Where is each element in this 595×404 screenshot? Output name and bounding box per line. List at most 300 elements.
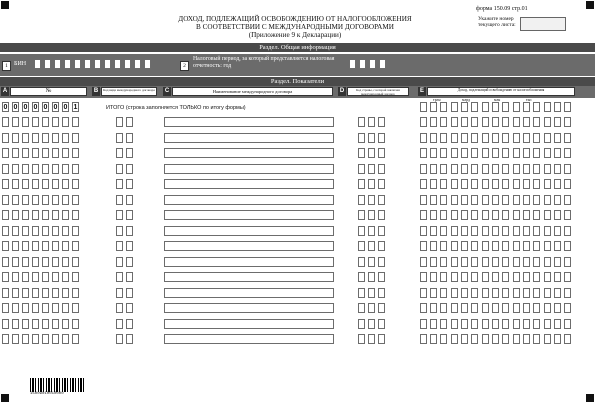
row-number-digit[interactable]: [42, 334, 49, 344]
income-digit-field[interactable]: [471, 226, 478, 236]
income-digit-field[interactable]: [451, 164, 458, 174]
income-digit-field[interactable]: [502, 288, 509, 298]
country-code-digit[interactable]: [378, 148, 385, 158]
row-number-digit[interactable]: [62, 164, 69, 174]
income-digit-field[interactable]: [492, 226, 499, 236]
row-number-digit[interactable]: [42, 210, 49, 220]
country-code-digit[interactable]: [368, 303, 375, 313]
row-number-digit[interactable]: [52, 195, 59, 205]
income-digit-field[interactable]: [502, 303, 509, 313]
income-digit-field[interactable]: [451, 102, 458, 112]
row-number-digit[interactable]: [62, 179, 69, 189]
treaty-type-digit[interactable]: [116, 303, 123, 313]
income-digit-field[interactable]: [420, 272, 427, 282]
row-number-digit[interactable]: [52, 257, 59, 267]
income-digit-field[interactable]: [430, 257, 437, 267]
row-number-digit[interactable]: [52, 117, 59, 127]
income-digit-field[interactable]: [554, 334, 561, 344]
income-digit-field[interactable]: [564, 102, 571, 112]
income-digit-field[interactable]: [554, 195, 561, 205]
income-digit-field[interactable]: [533, 133, 540, 143]
income-digit-field[interactable]: [523, 102, 530, 112]
treaty-type-digit[interactable]: [126, 148, 133, 158]
row-number-digit[interactable]: [22, 303, 29, 313]
income-digit-field[interactable]: [502, 226, 509, 236]
income-digit-field[interactable]: [554, 102, 561, 112]
income-digit-field[interactable]: [430, 102, 437, 112]
income-digit-field[interactable]: [564, 272, 571, 282]
income-digit-field[interactable]: [482, 102, 489, 112]
income-digit-field[interactable]: [564, 148, 571, 158]
income-digit-field[interactable]: [451, 210, 458, 220]
income-digit-field[interactable]: [451, 241, 458, 251]
income-digit-field[interactable]: [451, 117, 458, 127]
income-digit-field[interactable]: [564, 133, 571, 143]
country-code-digit[interactable]: [378, 241, 385, 251]
income-digit-field[interactable]: [461, 226, 468, 236]
income-digit-field[interactable]: [533, 164, 540, 174]
row-number-digit[interactable]: [12, 319, 19, 329]
income-digit-field[interactable]: [451, 303, 458, 313]
income-digit-field[interactable]: [544, 148, 551, 158]
income-digit-field[interactable]: [471, 133, 478, 143]
row-number-digit[interactable]: [42, 133, 49, 143]
bin-digit-field[interactable]: [44, 59, 51, 69]
row-number-digit[interactable]: [72, 334, 79, 344]
income-digit-field[interactable]: [533, 102, 540, 112]
income-digit-field[interactable]: [554, 303, 561, 313]
income-digit-field[interactable]: [482, 148, 489, 158]
row-number-digit[interactable]: [52, 319, 59, 329]
income-digit-field[interactable]: [451, 195, 458, 205]
row-number-digit[interactable]: [32, 272, 39, 282]
treaty-name-field[interactable]: [164, 241, 334, 251]
row-number-digit[interactable]: [42, 257, 49, 267]
income-digit-field[interactable]: [523, 334, 530, 344]
country-code-digit[interactable]: [358, 226, 365, 236]
income-digit-field[interactable]: [554, 117, 561, 127]
income-digit-field[interactable]: [513, 133, 520, 143]
income-digit-field[interactable]: [533, 288, 540, 298]
bin-digit-field[interactable]: [54, 59, 61, 69]
income-digit-field[interactable]: [420, 257, 427, 267]
row-number-digit[interactable]: [62, 334, 69, 344]
income-digit-field[interactable]: [420, 179, 427, 189]
income-digit-field[interactable]: [492, 241, 499, 251]
income-digit-field[interactable]: [523, 179, 530, 189]
income-digit-field[interactable]: [420, 102, 427, 112]
income-digit-field[interactable]: [554, 257, 561, 267]
income-digit-field[interactable]: [544, 334, 551, 344]
row-number-digit[interactable]: [72, 179, 79, 189]
income-digit-field[interactable]: [523, 117, 530, 127]
treaty-type-digit[interactable]: [126, 288, 133, 298]
income-digit-field[interactable]: [451, 334, 458, 344]
income-digit-field[interactable]: [471, 117, 478, 127]
income-digit-field[interactable]: [513, 272, 520, 282]
row-number-digit[interactable]: [32, 303, 39, 313]
row-number-digit[interactable]: [32, 148, 39, 158]
country-code-digit[interactable]: [378, 210, 385, 220]
country-code-digit[interactable]: [368, 210, 375, 220]
income-digit-field[interactable]: [492, 117, 499, 127]
treaty-type-digit[interactable]: [126, 117, 133, 127]
bin-digit-field[interactable]: [104, 59, 111, 69]
country-code-digit[interactable]: [358, 117, 365, 127]
income-digit-field[interactable]: [461, 303, 468, 313]
bin-digit-field[interactable]: [84, 59, 91, 69]
income-digit-field[interactable]: [430, 179, 437, 189]
income-digit-field[interactable]: [523, 148, 530, 158]
income-digit-field[interactable]: [533, 303, 540, 313]
income-digit-field[interactable]: [544, 303, 551, 313]
row-number-digit[interactable]: [52, 164, 59, 174]
year-digit-field[interactable]: [369, 59, 376, 69]
income-digit-field[interactable]: [430, 319, 437, 329]
row-number-digit[interactable]: [22, 210, 29, 220]
row-number-digit[interactable]: [72, 195, 79, 205]
treaty-type-digit[interactable]: [126, 303, 133, 313]
income-digit-field[interactable]: [554, 133, 561, 143]
income-digit-field[interactable]: [430, 241, 437, 251]
income-digit-field[interactable]: [440, 319, 447, 329]
row-number-digit[interactable]: [12, 195, 19, 205]
row-number-digit[interactable]: [72, 257, 79, 267]
income-digit-field[interactable]: [440, 226, 447, 236]
country-code-digit[interactable]: [358, 303, 365, 313]
row-number-digit[interactable]: [32, 288, 39, 298]
income-digit-field[interactable]: [533, 195, 540, 205]
income-digit-field[interactable]: [451, 288, 458, 298]
income-digit-field[interactable]: [420, 117, 427, 127]
row-number-digit[interactable]: 0: [43, 104, 48, 111]
row-number-digit[interactable]: [2, 257, 9, 267]
income-digit-field[interactable]: [513, 334, 520, 344]
treaty-type-digit[interactable]: [126, 272, 133, 282]
income-digit-field[interactable]: [502, 257, 509, 267]
income-digit-field[interactable]: [544, 272, 551, 282]
country-code-digit[interactable]: [358, 272, 365, 282]
income-digit-field[interactable]: [440, 334, 447, 344]
income-digit-field[interactable]: [471, 241, 478, 251]
income-digit-field[interactable]: [471, 210, 478, 220]
row-number-digit[interactable]: [52, 148, 59, 158]
income-digit-field[interactable]: [533, 117, 540, 127]
treaty-type-digit[interactable]: [126, 241, 133, 251]
income-digit-field[interactable]: [502, 164, 509, 174]
income-digit-field[interactable]: [482, 195, 489, 205]
income-digit-field[interactable]: [492, 319, 499, 329]
treaty-type-digit[interactable]: [116, 133, 123, 143]
income-digit-field[interactable]: [544, 257, 551, 267]
income-digit-field[interactable]: [523, 272, 530, 282]
bin-digit-field[interactable]: [74, 59, 81, 69]
treaty-type-digit[interactable]: [126, 179, 133, 189]
row-number-digit[interactable]: [72, 117, 79, 127]
income-digit-field[interactable]: [430, 226, 437, 236]
income-digit-field[interactable]: [554, 241, 561, 251]
income-digit-field[interactable]: [492, 210, 499, 220]
row-number-digit[interactable]: [2, 319, 9, 329]
row-number-digit[interactable]: [12, 257, 19, 267]
bin-digit-field[interactable]: [64, 59, 71, 69]
country-code-digit[interactable]: [368, 226, 375, 236]
treaty-name-field[interactable]: [164, 272, 334, 282]
row-number-digit[interactable]: [42, 117, 49, 127]
row-number-digit[interactable]: [12, 303, 19, 313]
treaty-name-field[interactable]: [164, 288, 334, 298]
income-digit-field[interactable]: [482, 179, 489, 189]
income-digit-field[interactable]: [502, 319, 509, 329]
row-number-digit[interactable]: [22, 288, 29, 298]
country-code-digit[interactable]: [368, 241, 375, 251]
row-number-digit[interactable]: [12, 226, 19, 236]
row-number-digit[interactable]: [2, 195, 9, 205]
income-digit-field[interactable]: [430, 303, 437, 313]
income-digit-field[interactable]: [430, 195, 437, 205]
income-digit-field[interactable]: [451, 148, 458, 158]
income-digit-field[interactable]: [492, 334, 499, 344]
income-digit-field[interactable]: [482, 164, 489, 174]
treaty-type-digit[interactable]: [126, 226, 133, 236]
income-digit-field[interactable]: [513, 319, 520, 329]
treaty-type-digit[interactable]: [116, 257, 123, 267]
income-digit-field[interactable]: [420, 133, 427, 143]
row-number-digit[interactable]: [62, 226, 69, 236]
row-number-digit[interactable]: [22, 164, 29, 174]
row-number-digit[interactable]: [22, 226, 29, 236]
row-number-digit[interactable]: [32, 241, 39, 251]
row-number-digit[interactable]: [62, 210, 69, 220]
income-digit-field[interactable]: [492, 179, 499, 189]
treaty-type-digit[interactable]: [116, 226, 123, 236]
income-digit-field[interactable]: [440, 102, 447, 112]
income-digit-field[interactable]: [492, 288, 499, 298]
bin-digit-field[interactable]: [34, 59, 41, 69]
country-code-digit[interactable]: [358, 210, 365, 220]
income-digit-field[interactable]: [513, 226, 520, 236]
income-digit-field[interactable]: [533, 210, 540, 220]
income-digit-field[interactable]: [440, 272, 447, 282]
row-number-digit[interactable]: [42, 319, 49, 329]
income-digit-field[interactable]: [440, 241, 447, 251]
income-digit-field[interactable]: [502, 210, 509, 220]
country-code-digit[interactable]: [378, 257, 385, 267]
country-code-digit[interactable]: [378, 288, 385, 298]
row-number-digit[interactable]: [72, 133, 79, 143]
income-digit-field[interactable]: [513, 179, 520, 189]
treaty-name-field[interactable]: [164, 133, 334, 143]
row-number-digit[interactable]: [42, 179, 49, 189]
treaty-name-field[interactable]: [164, 257, 334, 267]
row-number-digit[interactable]: [2, 241, 9, 251]
row-number-digit[interactable]: [72, 210, 79, 220]
row-number-digit[interactable]: [32, 179, 39, 189]
country-code-digit[interactable]: [358, 148, 365, 158]
income-digit-field[interactable]: [523, 210, 530, 220]
row-number-digit[interactable]: [52, 226, 59, 236]
income-digit-field[interactable]: [461, 257, 468, 267]
income-digit-field[interactable]: [430, 210, 437, 220]
treaty-type-digit[interactable]: [116, 319, 123, 329]
income-digit-field[interactable]: [564, 117, 571, 127]
income-digit-field[interactable]: [523, 133, 530, 143]
income-digit-field[interactable]: [492, 195, 499, 205]
country-code-digit[interactable]: [378, 272, 385, 282]
income-digit-field[interactable]: [492, 257, 499, 267]
income-digit-field[interactable]: [523, 195, 530, 205]
row-number-digit[interactable]: [12, 117, 19, 127]
income-digit-field[interactable]: [451, 226, 458, 236]
income-digit-field[interactable]: [440, 179, 447, 189]
income-digit-field[interactable]: [461, 164, 468, 174]
treaty-type-digit[interactable]: [116, 164, 123, 174]
country-code-digit[interactable]: [358, 133, 365, 143]
income-digit-field[interactable]: [471, 164, 478, 174]
row-number-digit[interactable]: [2, 210, 9, 220]
country-code-digit[interactable]: [378, 226, 385, 236]
row-number-digit[interactable]: [12, 241, 19, 251]
income-digit-field[interactable]: [451, 179, 458, 189]
row-number-digit[interactable]: [32, 257, 39, 267]
income-digit-field[interactable]: [544, 210, 551, 220]
income-digit-field[interactable]: [440, 164, 447, 174]
income-digit-field[interactable]: [420, 226, 427, 236]
row-number-digit[interactable]: [62, 195, 69, 205]
income-digit-field[interactable]: [482, 210, 489, 220]
year-digit-field[interactable]: [349, 59, 356, 69]
row-number-digit[interactable]: [22, 272, 29, 282]
income-digit-field[interactable]: [451, 133, 458, 143]
country-code-digit[interactable]: [368, 117, 375, 127]
row-number-digit[interactable]: [12, 334, 19, 344]
country-code-digit[interactable]: [378, 303, 385, 313]
income-digit-field[interactable]: [440, 210, 447, 220]
row-number-digit[interactable]: [42, 148, 49, 158]
row-number-digit[interactable]: [52, 210, 59, 220]
income-digit-field[interactable]: [451, 257, 458, 267]
income-digit-field[interactable]: [461, 319, 468, 329]
row-number-digit[interactable]: [22, 148, 29, 158]
row-number-digit[interactable]: [12, 210, 19, 220]
income-digit-field[interactable]: [430, 164, 437, 174]
income-digit-field[interactable]: [564, 164, 571, 174]
row-number-digit[interactable]: [12, 133, 19, 143]
income-digit-field[interactable]: [502, 117, 509, 127]
treaty-name-field[interactable]: [164, 164, 334, 174]
income-digit-field[interactable]: [554, 179, 561, 189]
row-number-digit[interactable]: [42, 303, 49, 313]
income-digit-field[interactable]: [564, 241, 571, 251]
country-code-digit[interactable]: [368, 272, 375, 282]
row-number-digit[interactable]: [32, 319, 39, 329]
income-digit-field[interactable]: [451, 319, 458, 329]
row-number-digit[interactable]: [42, 164, 49, 174]
year-digit-field[interactable]: [379, 59, 386, 69]
country-code-digit[interactable]: [368, 195, 375, 205]
country-code-digit[interactable]: [368, 164, 375, 174]
income-digit-field[interactable]: [533, 241, 540, 251]
row-number-digit[interactable]: [72, 164, 79, 174]
income-digit-field[interactable]: [564, 334, 571, 344]
row-number-digit[interactable]: [12, 179, 19, 189]
row-number-digit[interactable]: [12, 288, 19, 298]
page-number-field[interactable]: [520, 17, 566, 31]
income-digit-field[interactable]: [482, 288, 489, 298]
treaty-type-digit[interactable]: [116, 148, 123, 158]
bin-digit-field[interactable]: [144, 59, 151, 69]
income-digit-field[interactable]: [533, 179, 540, 189]
row-number-digit[interactable]: 0: [63, 104, 68, 111]
row-number-digit[interactable]: [2, 148, 9, 158]
year-digit-field[interactable]: [359, 59, 366, 69]
row-number-digit[interactable]: [42, 288, 49, 298]
row-number-digit[interactable]: [2, 334, 9, 344]
row-number-digit[interactable]: [12, 272, 19, 282]
income-digit-field[interactable]: [533, 272, 540, 282]
income-digit-field[interactable]: [430, 288, 437, 298]
row-number-digit[interactable]: [22, 179, 29, 189]
income-digit-field[interactable]: [544, 133, 551, 143]
country-code-digit[interactable]: [358, 257, 365, 267]
row-number-digit[interactable]: [22, 133, 29, 143]
treaty-type-digit[interactable]: [126, 164, 133, 174]
row-number-digit[interactable]: [72, 272, 79, 282]
income-digit-field[interactable]: [461, 210, 468, 220]
country-code-digit[interactable]: [368, 133, 375, 143]
row-number-digit[interactable]: [32, 117, 39, 127]
income-digit-field[interactable]: [513, 195, 520, 205]
income-digit-field[interactable]: [502, 148, 509, 158]
row-number-digit[interactable]: [2, 117, 9, 127]
treaty-name-field[interactable]: [164, 148, 334, 158]
row-number-digit[interactable]: [2, 164, 9, 174]
income-digit-field[interactable]: [461, 334, 468, 344]
income-digit-field[interactable]: [461, 148, 468, 158]
income-digit-field[interactable]: [482, 303, 489, 313]
treaty-type-digit[interactable]: [116, 241, 123, 251]
row-number-digit[interactable]: [52, 241, 59, 251]
income-digit-field[interactable]: [430, 148, 437, 158]
country-code-digit[interactable]: [368, 179, 375, 189]
income-digit-field[interactable]: [533, 148, 540, 158]
income-digit-field[interactable]: [471, 179, 478, 189]
row-number-digit[interactable]: [62, 241, 69, 251]
income-digit-field[interactable]: [482, 241, 489, 251]
income-digit-field[interactable]: [533, 319, 540, 329]
income-digit-field[interactable]: [533, 257, 540, 267]
row-number-digit[interactable]: [2, 303, 9, 313]
income-digit-field[interactable]: [420, 148, 427, 158]
row-number-digit[interactable]: [22, 195, 29, 205]
treaty-type-digit[interactable]: [116, 179, 123, 189]
income-digit-field[interactable]: [492, 133, 499, 143]
income-digit-field[interactable]: [471, 102, 478, 112]
income-digit-field[interactable]: [513, 102, 520, 112]
country-code-digit[interactable]: [378, 195, 385, 205]
treaty-type-digit[interactable]: [116, 272, 123, 282]
income-digit-field[interactable]: [482, 319, 489, 329]
income-digit-field[interactable]: [482, 272, 489, 282]
country-code-digit[interactable]: [378, 334, 385, 344]
treaty-name-field[interactable]: [164, 334, 334, 344]
row-number-digit[interactable]: [22, 334, 29, 344]
row-number-digit[interactable]: [22, 319, 29, 329]
income-digit-field[interactable]: [554, 272, 561, 282]
treaty-name-field[interactable]: [164, 195, 334, 205]
country-code-digit[interactable]: [368, 288, 375, 298]
income-digit-field[interactable]: [533, 334, 540, 344]
